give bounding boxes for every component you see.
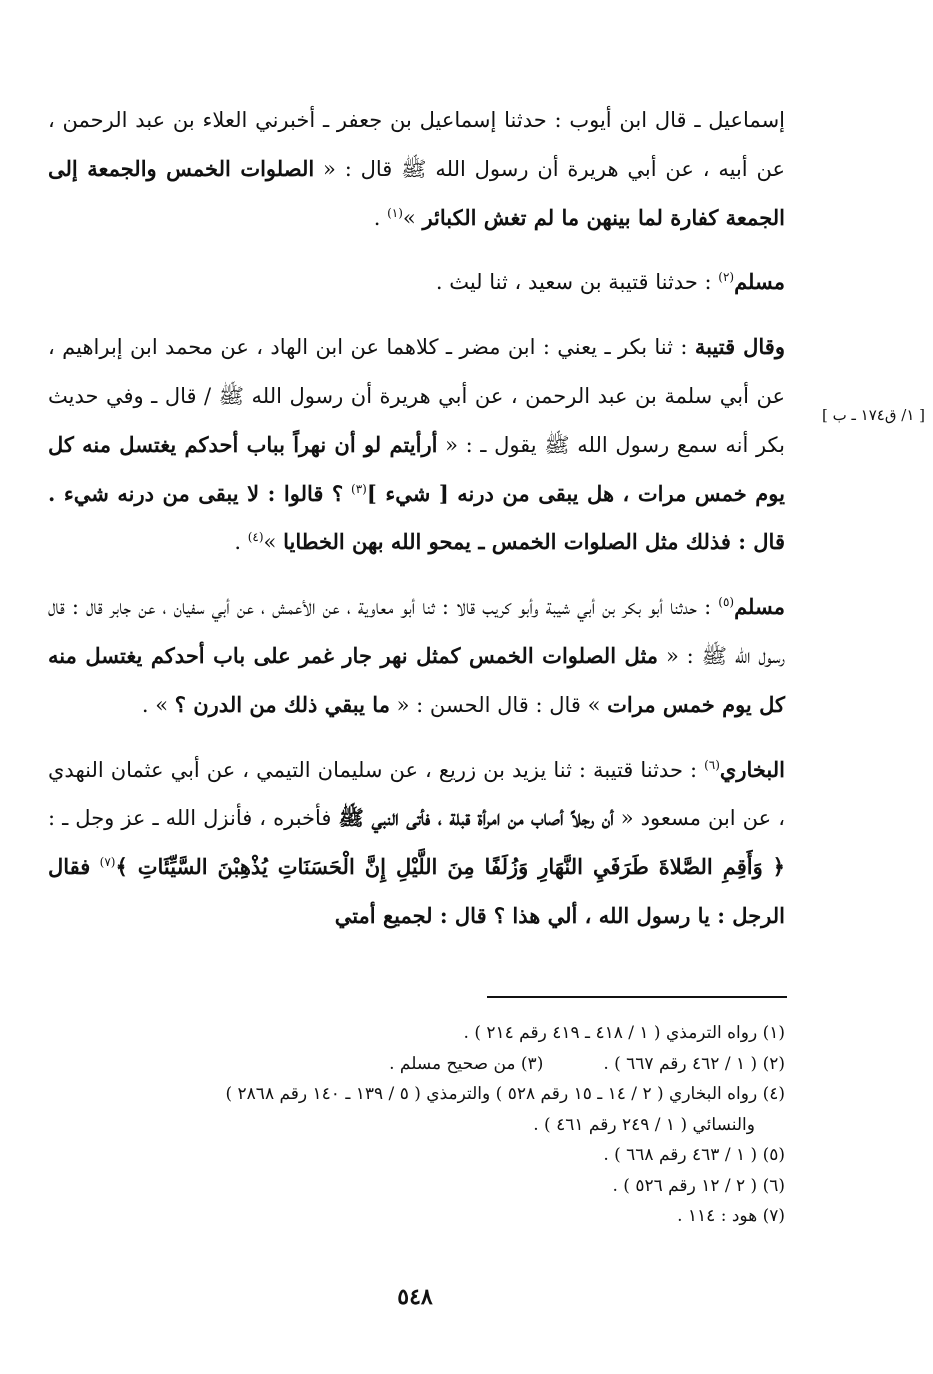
footnote-6: (٦) ( ٢ / ١٢ رقم ٥٢٦ ) .: [612, 1175, 785, 1196]
paragraph-1: [48, 96, 785, 242]
quoted-saying: ما يبقي ذلك من الدرن ؟: [174, 691, 390, 717]
paragraph-text: : حدثنا قتيبة : ثنا يزيد بن زريع ، عن سليمان التيمي ، عن أبي عثمان النهدي ، عن ابن مسعود «: [48, 757, 785, 831]
paragraph-text-continued: فأخبره ، فأنزل الله ـ عز وجل ـ :: [48, 806, 332, 831]
paragraph-text: : ثنا بكر ـ يعني : ابن مضر ـ كلاهما عن ابن الهاد ، عن محمد ابن إبراهيم ، عن أبي سلمة بن عبد الرحمن ، عن أبي هريرة أن رسول الله ﷺ / قال ـ وفي حديث بكر أنه سمع رسول الله ﷺ يقول ـ : «: [48, 335, 785, 457]
paragraph-4: [48, 583, 785, 729]
footnote-ref[interactable]: (٢): [718, 270, 735, 285]
hadith-text-continued: فقال الرجل : يا رسول الله ، ألي هذا ؟ قال : لجميع أمتي: [48, 854, 785, 928]
narrator-name: مسلم: [734, 269, 785, 295]
footnote-ref[interactable]: (٦): [704, 757, 720, 772]
footnote-2: (٢) ( ١ / ٤٦٢ رقم ٦٦٧ ) .: [603, 1053, 785, 1074]
footnote-ref[interactable]: (٣): [351, 481, 367, 496]
footnote-5: (٥) ( ١ / ٤٦٣ رقم ٦٦٨ ) .: [603, 1145, 785, 1165]
narrator-name: وقال قتيبة: [694, 334, 785, 360]
quran-verse: ﴿ وَأَقِمِ الصَّلاةَ طَرَفَيِ النَّهَارِ وَزُلَفًا مِنَ اللَّيْلِ إِنَّ الْحَسَنَاتِ يُذْهِبْنَ السَّيِّئَاتِ ﴾: [115, 854, 785, 880]
paragraph-3: [48, 323, 785, 567]
main-text: [48, 96, 785, 957]
footnote-ref[interactable]: (١): [387, 205, 403, 220]
punctuation: .: [373, 205, 381, 230]
footnote-row: [48, 1049, 785, 1080]
footnote-4: (٤) رواه البخاري ( ٢ / ١٤ ـ ١٥ رقم ٥٢٨ ) والترمذي ( ٥ / ١٣٩ ـ ١٤٠ رقم ٢٨٦٨ ): [225, 1084, 785, 1104]
narrator-name: البخاري: [719, 756, 785, 782]
footnote-ref[interactable]: (٥): [718, 595, 735, 610]
paragraph-text: : حدثنا أبو بكر بن أبي شيبة وأبو كريب قالا : ثنا أبو معاوية ، عن الأعمش ، عن أبي سفيان ، عن جابر قال : قال رسول الله ﷺ : «: [48, 595, 786, 668]
narrator-name: مسلم: [734, 594, 785, 620]
footnote-ref[interactable]: (٤): [247, 530, 264, 545]
paragraph-2: [48, 258, 785, 307]
paragraph-text-continued: » قال : قال الحسن : «: [396, 692, 601, 717]
hadith-text: أن رجلاً أصاب من امرأة قبلة ، فأتى النبي ﷺ: [338, 805, 614, 831]
footnote-3: (٣) من صحيح مسلم .: [389, 1053, 544, 1074]
paragraph-5: [48, 746, 785, 941]
page-number: ٥٤٨: [397, 1284, 433, 1310]
footnote-ref[interactable]: (٧): [99, 855, 116, 870]
footnote-1: (١) رواه الترمذي ( ١ / ٤١٨ ـ ٤١٩ رقم ٢١٤ ) .: [463, 1023, 785, 1043]
paragraph-text: إسماعيل ـ قال ابن أيوب : حدثنا إسماعيل بن جعفر ـ أخبرني العلاء بن عبد الرحمن ، عن أبيه ، عن أبي هريرة أن رسول الله ﷺ قال : «: [48, 108, 785, 181]
hadith-text: مثل الصلوات الخمس كمثل نهر جار غمر على باب أحدكم يغتسل منه كل يوم خمس مرات: [48, 642, 785, 717]
closing-quote: »: [263, 530, 277, 555]
footnote-7: (٧) هود : ١١٤ .: [677, 1206, 785, 1226]
closing-quote: »: [402, 205, 416, 230]
footnote-4-continued: والنسائي ( ١ / ٢٤٩ رقم ٤٦١ ) .: [533, 1114, 755, 1135]
footnote-divider: [487, 996, 787, 998]
punctuation: » .: [141, 692, 169, 717]
punctuation: .: [234, 530, 242, 555]
paragraph-text: : حدثنا قتيبة بن سعيد ، ثنا ليث .: [435, 270, 712, 295]
hadith-text: الصلوات الخمس والجمعة إلى الجمعة كفارة لما بينهن ما لم تغش الكبائر: [48, 155, 785, 230]
manuscript-folio-marker: [ ١/ ق١٧٤ ـ ب ]: [822, 406, 925, 424]
footnotes: [48, 1018, 785, 1232]
hadith-text: أرأيتم لو أن نهراً بباب أحدكم يغتسل منه كل يوم خمس مرات ، هل يبقى من درنه [ شيء ]: [48, 431, 785, 506]
hadith-text-continued: ؟ قالوا : لا يبقى من درنه شيء . قال : فذلك مثل الصلوات الخمس ـ يمحو الله بهن الخطايا: [48, 480, 785, 555]
